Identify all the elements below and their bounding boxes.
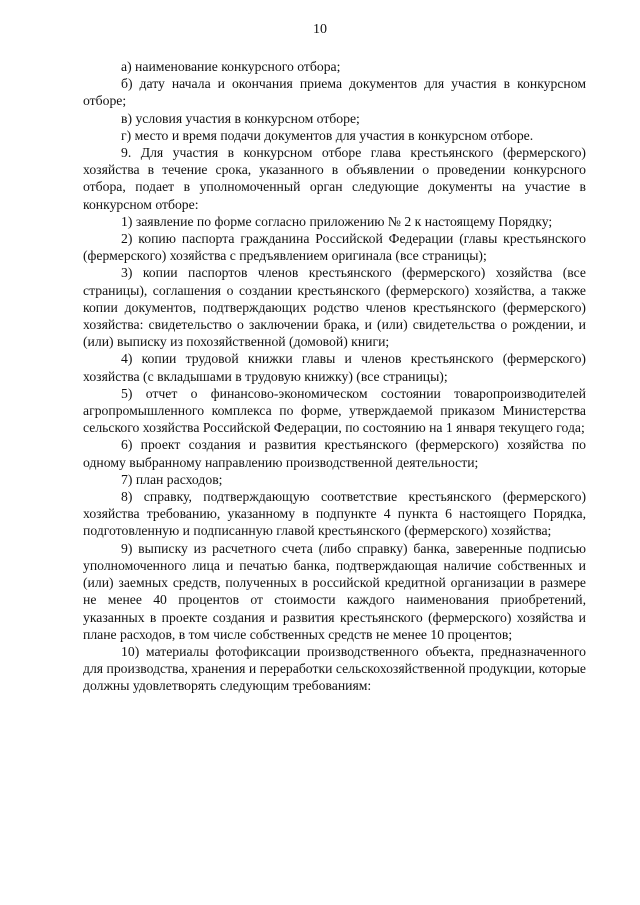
paragraph-item-v: в) условия участия в конкурсном отборе;: [121, 110, 360, 126]
paragraph-doc-4: 4) копии трудовой книжки главы и членов крестьянского (фермерского) хозяйства (с вкладышами в трудовую книжку) (все страницы);: [83, 351, 586, 384]
paragraph-item-a: а) наименование конкурсного отбора;: [121, 59, 341, 74]
paragraph-doc-5: 5) отчет о финансово-экономическом состоянии товаропроизводителей агропромышленного комплекса по форме, утверждаемой приказом Министерства сельского хозяйства Российской Федерации, по состоянию на 1 января текущего года;: [83, 385, 586, 436]
page-number: 10: [313, 22, 327, 37]
paragraph-item-b: б) дату начала и окончания приема документов для участия в конкурсном отборе;: [83, 76, 586, 109]
paragraph-doc-7: 7) план расходов;: [121, 471, 223, 487]
paragraph-doc-10: 10) материалы фотофиксации производственного объекта, предназначенного для производства, хранения и переработки сельскохозяйственной продукции, которые должны удовлетворять следующим требованиям:: [83, 643, 586, 694]
paragraph-doc-6: 6) проект создания и развития крестьянского (фермерского) хозяйства по одному выбранному направлению производственной деятельности;: [83, 437, 586, 470]
document-body: [83, 58, 586, 695]
paragraph-doc-3: 3) копии паспортов членов крестьянского (фермерского) хозяйства (все страницы), соглашения о создании крестьянского (фермерского) хозяйства, а также копии документов, подтверждающих родство членов крестьянского (фермерского) хозяйства: свидетельство о заключении брака, и (или) свидетельства о рождении, и (или) выписку из похозяйственной (домовой) книги;: [83, 265, 586, 350]
paragraph-item-g: г) место и время подачи документов для участия в конкурсном отборе.: [121, 127, 534, 143]
paragraph-doc-2: 2) копию паспорта гражданина Российской Федерации (главы крестьянского (фермерского) хозяйства с предъявлением оригинала (все страницы);: [83, 231, 586, 264]
paragraph-clause-9: 9. Для участия в конкурсном отборе глава крестьянского (фермерского) хозяйства в течение срока, указанного в объявлении о проведении конкурсного отбора, подает в уполномоченный орган следующие документы на участие в конкурсном отборе:: [83, 145, 586, 212]
paragraph-doc-8: 8) справку, подтверждающую соответствие крестьянского (фермерского) хозяйства требованию, указанному в подпункте 4 пункта 6 настоящего Порядка, подготовленную и подписанную главой крестьянского (фермерского) хозяйства;: [83, 489, 586, 539]
paragraph-doc-9: 9) выписку из расчетного счета (либо справку) банка, заверенные подписью уполномоченного лица и печатью банка, подтверждающая наличие собственных и (или) заемных средств, полученных в российской кредитной организации в размере не менее 40 процентов от стоимости каждого наименования приобретений, указанных в проекте создания и развития крестьянского (фермерского) хозяйства и плане расходов, в том числе собственных средств не менее 10 процентов;: [83, 540, 586, 642]
paragraph-doc-1: 1) заявление по форме согласно приложению № 2 к настоящему Порядку;: [121, 213, 553, 229]
